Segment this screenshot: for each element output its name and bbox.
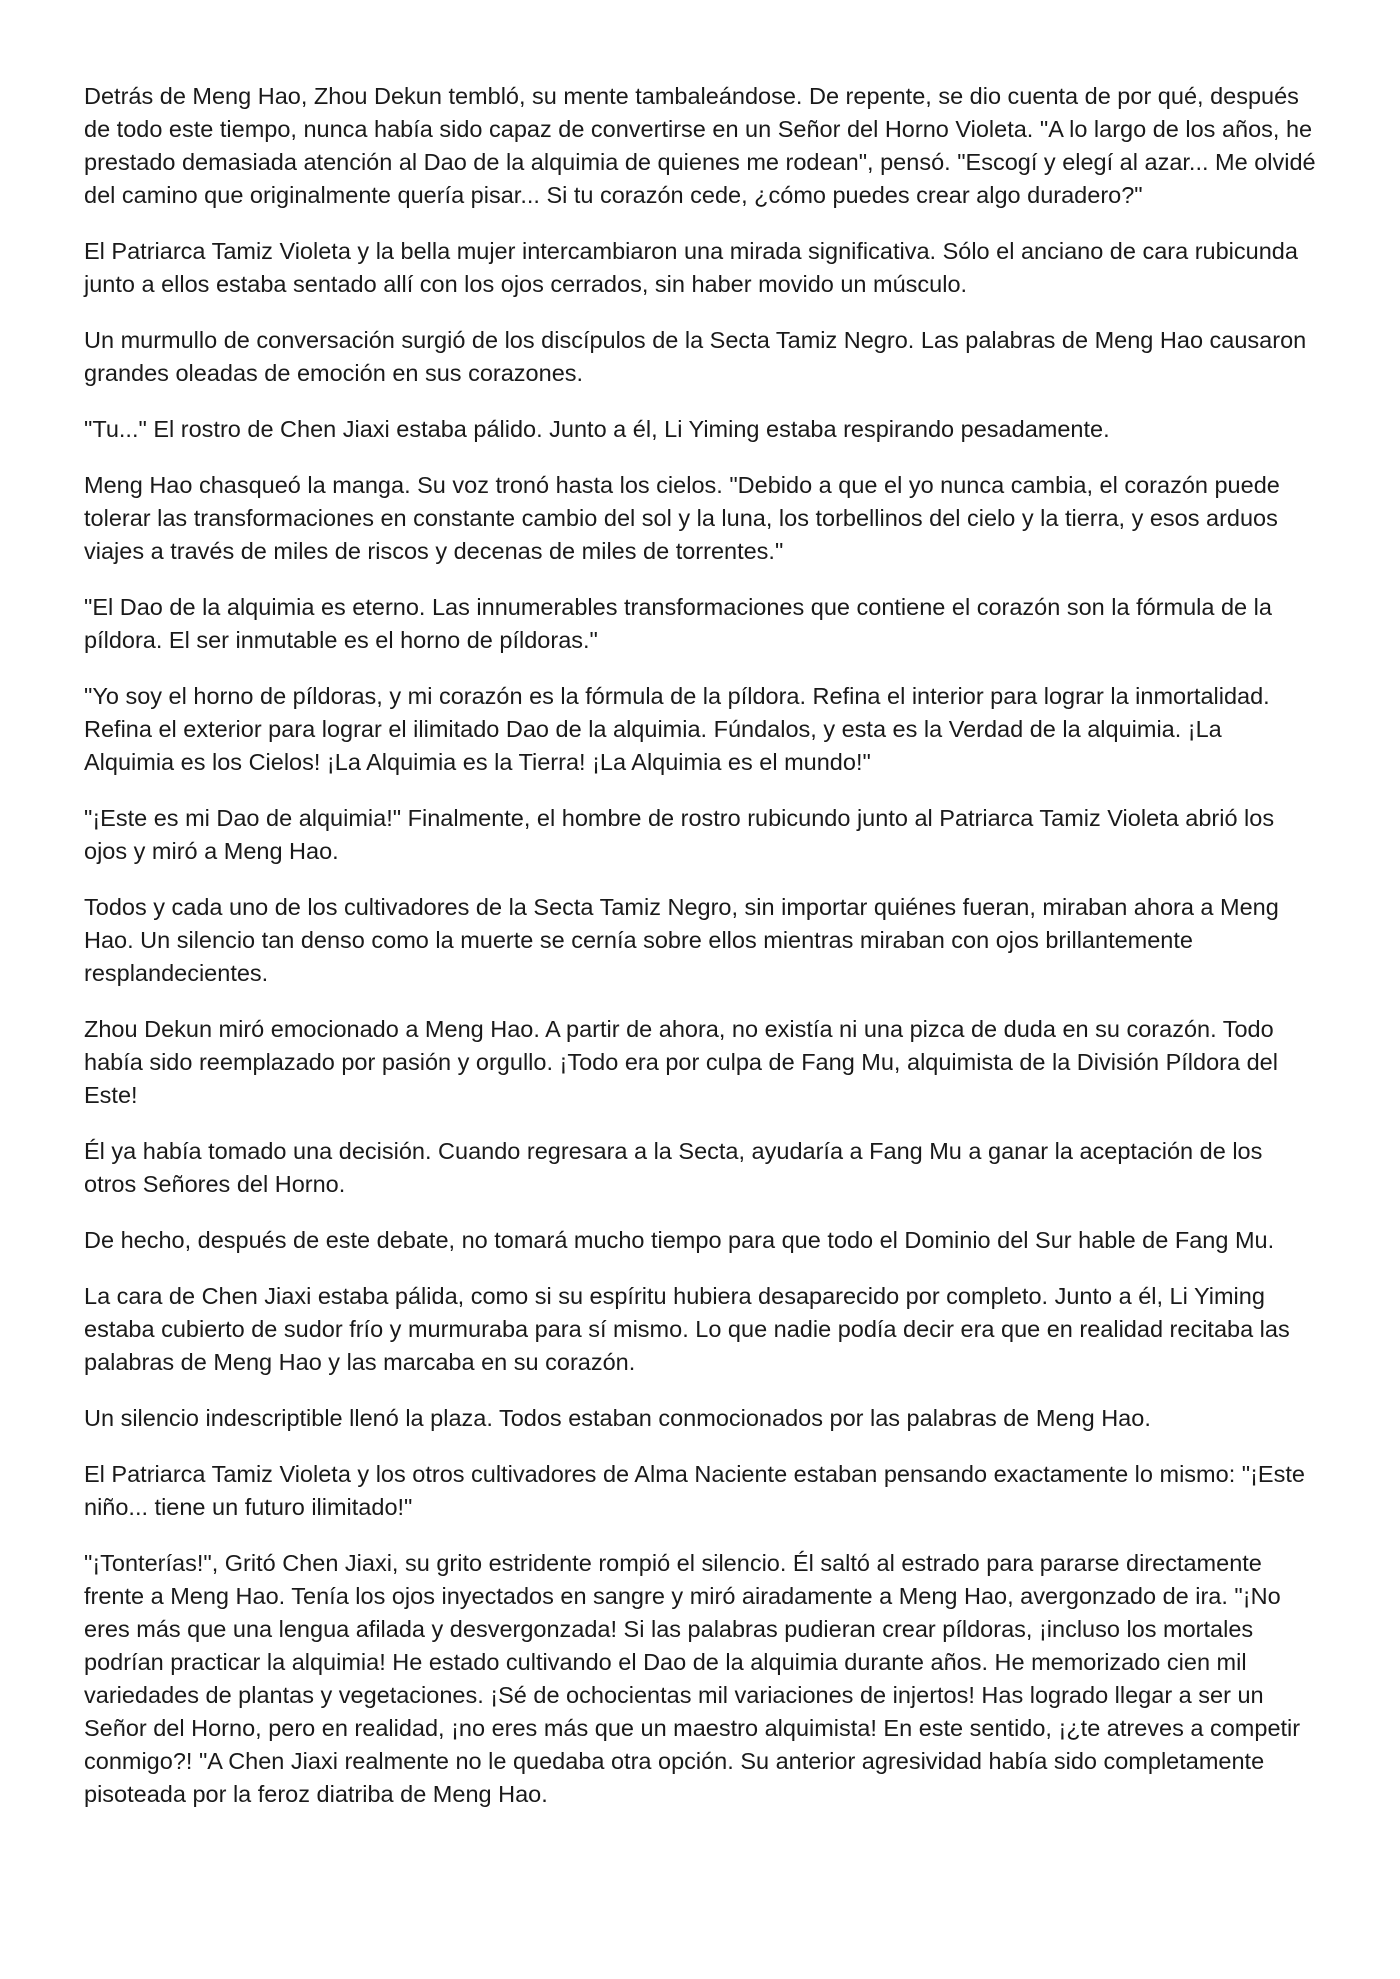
paragraph: La cara de Chen Jiaxi estaba pálida, como si su espíritu hubiera desaparecido por completo. Junto a él, Li Yiming estaba cubierto de sudor frío y murmuraba para sí mismo. Lo que nadie podía decir era que en realidad recitaba las palabras de Meng Hao y las marcaba en su corazón. <box>84 1283 1290 1375</box>
paragraph: Él ya había tomado una decisión. Cuando regresara a la Secta, ayudaría a Fang Mu a ganar la aceptación de los otros Señores del Horno. <box>84 1138 1263 1197</box>
paragraph: El Patriarca Tamiz Violeta y la bella mujer intercambiaron una mirada significativa. Sólo el anciano de cara rubicunda junto a ellos estaba sentado allí con los ojos cerrados, sin haber movido un músculo. <box>84 238 1298 297</box>
paragraph: Todos y cada uno de los cultivadores de la Secta Tamiz Negro, sin importar quiénes fueran, miraban ahora a Meng Hao. Un silencio tan denso como la muerte se cernía sobre ellos mientras miraban con ojos brillantemente resplandecientes. <box>84 894 1279 986</box>
paragraph: "¡Este es mi Dao de alquimia!" Finalmente, el hombre de rostro rubicundo junto al Patriarca Tamiz Violeta abrió los ojos y miró a Meng Hao. <box>84 805 1275 864</box>
paragraph: Meng Hao chasqueó la manga. Su voz tronó hasta los cielos. "Debido a que el yo nunca cambia, el corazón puede tolerar las transformaciones en constante cambio del sol y la luna, los torbellinos del cielo y la tierra, y esos arduos viajes a través de miles de riscos y decenas de miles de torrentes." <box>84 472 1280 564</box>
paragraph: Un silencio indescriptible llenó la plaza. Todos estaban conmocionados por las palabras de Meng Hao. <box>84 1405 1151 1431</box>
document-page <box>84 80 1316 1834</box>
paragraph: El Patriarca Tamiz Violeta y los otros cultivadores de Alma Naciente estaban pensando exactamente lo mismo: "¡Este niño... tiene un futuro ilimitado!" <box>84 1461 1305 1520</box>
paragraph: Un murmullo de conversación surgió de los discípulos de la Secta Tamiz Negro. Las palabras de Meng Hao causaron grandes oleadas de emoción en sus corazones. <box>84 327 1307 386</box>
paragraph: De hecho, después de este debate, no tomará mucho tiempo para que todo el Dominio del Sur hable de Fang Mu. <box>84 1227 1275 1253</box>
paragraph: "El Dao de la alquimia es eterno. Las innumerables transformaciones que contiene el corazón son la fórmula de la píldora. El ser inmutable es el horno de píldoras." <box>84 594 1272 653</box>
paragraph: "Yo soy el horno de píldoras, y mi corazón es la fórmula de la píldora. Refina el interior para lograr la inmortalidad. Refina el exterior para lograr el ilimitado Dao de la alquimia. Fúndalos, y esta es la Verdad de la alquimia. ¡La Alquimia es los Cielos! ¡La Alquimia es la Tierra! ¡La Alquimia es el mundo!" <box>84 683 1270 775</box>
paragraph: Detrás de Meng Hao, Zhou Dekun tembló, su mente tambaleándose. De repente, se dio cuenta de por qué, después de todo este tiempo, nunca había sido capaz de convertirse en un Señor del Horno Violeta. "A lo largo de los años, he prestado demasiada atención al Dao de la alquimia de quienes me rodean", pensó. "Escogí y elegí al azar... Me olvidé del camino que originalmente quería pisar... Si tu corazón cede, ¿cómo puedes crear algo duradero?" <box>84 83 1316 208</box>
paragraph: "¡Tonterías!", Gritó Chen Jiaxi, su grito estridente rompió el silencio. Él saltó al estrado para pararse directamente frente a Meng Hao. Tenía los ojos inyectados en sangre y miró airadamente a Meng Hao, avergonzado de ira. "¡No eres más que una lengua afilada y desvergonzada! Si las palabras pudieran crear píldoras, ¡incluso los mortales podrían practicar la alquimia! He estado cultivando el Dao de la alquimia durante años. He memorizado cien mil variedades de plantas y vegetaciones. ¡Sé de ochocientas mil variaciones de injertos! Has logrado llegar a ser un Señor del Horno, pero en realidad, ¡no eres más que un maestro alquimista! En este sentido, ¡¿te atreves a competir conmigo?! "A Chen Jiaxi realmente no le quedaba otra opción. Su anterior agresividad había sido completamente pisoteada por la feroz diatriba de Meng Hao. <box>84 1550 1301 1807</box>
paragraph: "Tu..." El rostro de Chen Jiaxi estaba pálido. Junto a él, Li Yiming estaba respirando pesadamente. <box>84 416 1110 442</box>
paragraph: Zhou Dekun miró emocionado a Meng Hao. A partir de ahora, no existía ni una pizca de duda en su corazón. Todo había sido reemplazado por pasión y orgullo. ¡Todo era por culpa de Fang Mu, alquimista de la División Píldora del Este! <box>84 1016 1278 1108</box>
